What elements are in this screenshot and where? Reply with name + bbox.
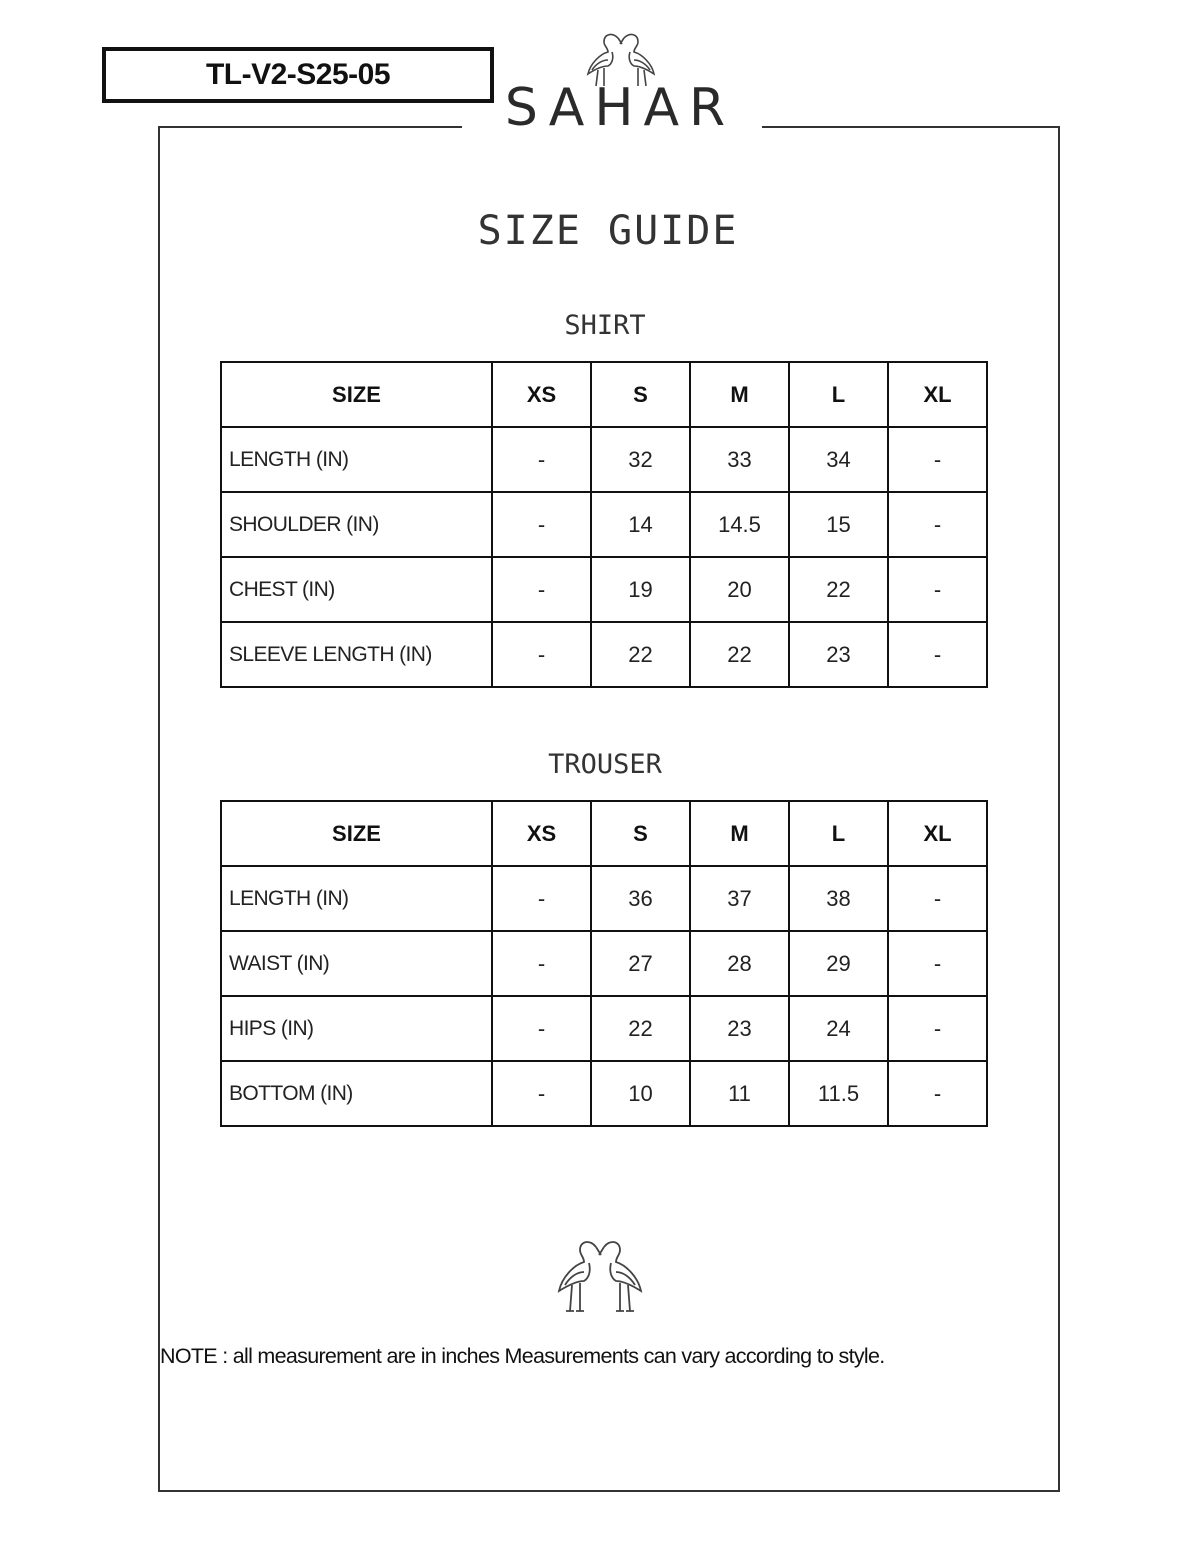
header-cell: L	[789, 801, 888, 866]
trouser-size-table	[220, 800, 988, 1127]
header-cell: M	[690, 801, 789, 866]
table-cell: 19	[591, 557, 690, 622]
table-cell: 11.5	[789, 1061, 888, 1126]
table-cell: -	[888, 1061, 987, 1126]
table-cell: 24	[789, 996, 888, 1061]
table-cell: 32	[591, 427, 690, 492]
table-cell: -	[492, 1061, 591, 1126]
row-label: SLEEVE LENGTH (IN)	[221, 622, 492, 687]
row-label: CHEST (IN)	[221, 557, 492, 622]
table-cell: 27	[591, 931, 690, 996]
table-row	[221, 492, 987, 557]
table-cell: 36	[591, 866, 690, 931]
header-cell: SIZE	[221, 362, 492, 427]
table-cell: -	[888, 996, 987, 1061]
table-cell: -	[492, 931, 591, 996]
table-cell: 38	[789, 866, 888, 931]
header-cell: XL	[888, 801, 987, 866]
table-cell: 28	[690, 931, 789, 996]
table-cell: 33	[690, 427, 789, 492]
page-title: SIZE GUIDE	[477, 208, 739, 254]
table-cell: 37	[690, 866, 789, 931]
header-cell: S	[591, 801, 690, 866]
table-header-row	[221, 801, 987, 866]
table-cell: -	[888, 931, 987, 996]
table-cell: -	[492, 427, 591, 492]
table-cell: -	[888, 557, 987, 622]
table-row	[221, 1061, 987, 1126]
table-row	[221, 996, 987, 1061]
table-cell: -	[888, 492, 987, 557]
measurement-note: NOTE : all measurement are in inches Measurements can vary according to style.	[160, 1344, 885, 1368]
table-cell: 22	[690, 622, 789, 687]
shirt-section-title: SHIRT	[564, 310, 646, 341]
header-cell: XS	[492, 801, 591, 866]
table-cell: 23	[789, 622, 888, 687]
table-cell: 14	[591, 492, 690, 557]
header-cell: SIZE	[221, 801, 492, 866]
trouser-section-title: TROUSER	[548, 749, 662, 780]
row-label: LENGTH (IN)	[221, 866, 492, 931]
twin-storks-logo-icon	[550, 1235, 650, 1315]
row-label: SHOULDER (IN)	[221, 492, 492, 557]
row-label: WAIST (IN)	[221, 931, 492, 996]
table-header-row	[221, 362, 987, 427]
header-cell: XL	[888, 362, 987, 427]
brand-name: SAHAR	[504, 78, 736, 138]
header-cell: S	[591, 362, 690, 427]
table-row	[221, 557, 987, 622]
table-cell: -	[492, 996, 591, 1061]
shirt-size-table	[220, 361, 988, 688]
table-cell: -	[888, 622, 987, 687]
table-cell: 23	[690, 996, 789, 1061]
table-cell: 34	[789, 427, 888, 492]
header-cell: L	[789, 362, 888, 427]
table-cell: 10	[591, 1061, 690, 1126]
table-cell: -	[492, 622, 591, 687]
header-cell: XS	[492, 362, 591, 427]
row-label: HIPS (IN)	[221, 996, 492, 1061]
table-cell: -	[492, 557, 591, 622]
table-cell: -	[492, 866, 591, 931]
table-cell: -	[888, 427, 987, 492]
table-row	[221, 622, 987, 687]
table-row	[221, 931, 987, 996]
table-cell: -	[492, 492, 591, 557]
product-code-box	[102, 47, 494, 103]
product-code: TL-V2-S25-05	[205, 58, 391, 91]
table-cell: 29	[789, 931, 888, 996]
table-cell: 20	[690, 557, 789, 622]
row-label: LENGTH (IN)	[221, 427, 492, 492]
table-row	[221, 866, 987, 931]
header-cell: M	[690, 362, 789, 427]
table-cell: -	[888, 866, 987, 931]
table-cell: 22	[789, 557, 888, 622]
table-cell: 22	[591, 622, 690, 687]
table-cell: 11	[690, 1061, 789, 1126]
table-cell: 14.5	[690, 492, 789, 557]
table-cell: 15	[789, 492, 888, 557]
table-row	[221, 427, 987, 492]
table-cell: 22	[591, 996, 690, 1061]
row-label: BOTTOM (IN)	[221, 1061, 492, 1126]
